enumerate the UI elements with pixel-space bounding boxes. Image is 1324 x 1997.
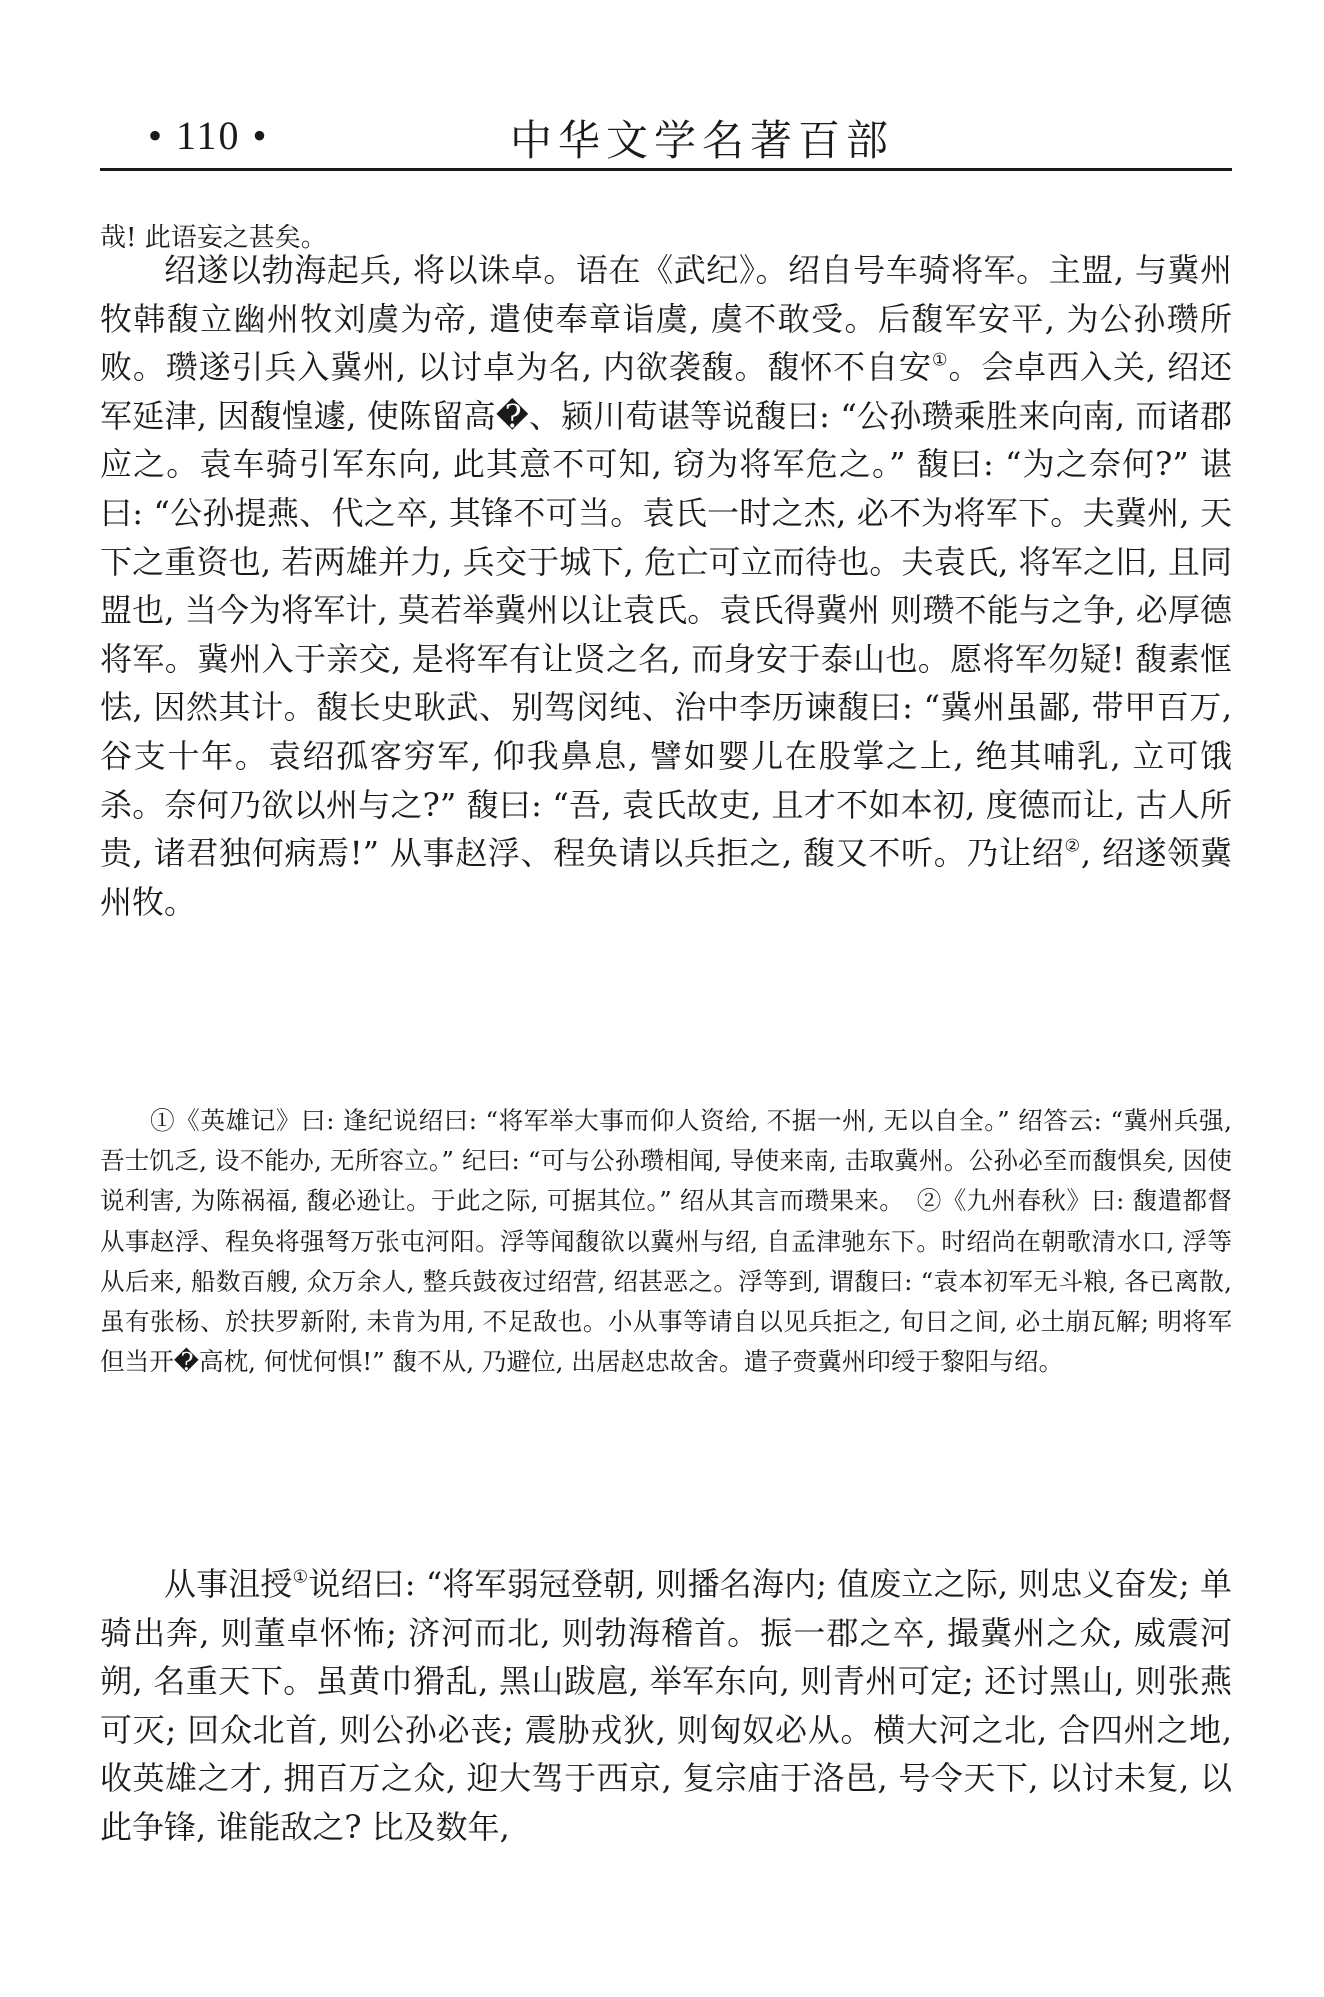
paragraph-2 bbox=[100, 1560, 1232, 1852]
footnote-marker-3: ① bbox=[292, 1567, 309, 1588]
footnote-marker-1: ① bbox=[931, 350, 949, 371]
paragraph-1-text-c: , 绍遂领冀州牧。 bbox=[100, 834, 1232, 921]
book-title: 中华文学名著百部 bbox=[510, 116, 895, 165]
paragraph-1-text-a: 绍遂以勃海起兵, 将以诛卓。语在《武纪》。绍自号车骑将军。主盟, 与冀州牧韩馥立幽州牧刘虞为帝, 遣使奉章诣虞, 虞不敢受。后馥军安平, 为公孙瓒所败。瓒遂引兵入冀州, 以讨卓为名, 内欲袭馥。馥怀不自安 bbox=[100, 251, 1232, 387]
page-number: • 110 • bbox=[148, 113, 269, 158]
paragraph-2-text-b: 说绍曰: “将军弱冠登朝, 则播名海内; 值废立之际, 则忠义奋发; 单骑出奔, 则董卓怀怖; 济河而北, 则勃海稽首。振一郡之卒, 撮冀州之众, 威震河朔, 名重天下。虽黄巾猾乱, 黑山跋扈, 举军东向, 则青州可定; 还讨黑山, 则张燕可灭; 回众北首, 则公孙必丧; 震胁戎狄, 则匈奴必从。横大河之北, 合四州之地, 收英雄之才, 拥百万之众, 迎大驾于西京, 复宗庙于洛邑, 号令天下, 以讨未复, 以此争锋, 谁能敌之? 比及数年, bbox=[100, 1565, 1232, 1846]
page-header bbox=[100, 108, 1232, 171]
paragraph-1-text-b: 。会卓西入关, 绍还军延津, 因馥惶遽, 使陈留高�、颍川荀谌等说馥曰: “公孙瓒乘胜来向南, 而诸郡应之。袁车骑引军东向, 此其意不可知, 窃为将军危之。” 馥曰: “为之奈何?” 谌曰: “公孙提燕、代之卒, 其锋不可当。袁氏一时之杰, 必不为将军下。夫冀州, 天下之重资也, 若两雄并力, 兵交于城下, 危亡可立而待也。夫袁氏, 将军之旧, 且同盟也, 当今为将军计, 莫若举冀州以让袁氏。袁氏得冀州 则瓒不能与之争, 必厚德将军。冀州入于亲交, 是将军有让贤之名, 而身安于泰山也。愿将军勿疑! 馥素恇怯, 因然其计。馥长史耿武、别驾闵纯、治中李历谏馥曰: “冀州虽鄙, 带甲百万, 谷支十年。袁绍孤客穷军, 仰我鼻息, 譬如婴儿在股掌之上, 绝其哺乳, 立可饿杀。奈何乃欲以州与之?” 馥曰: “吾, 袁氏故吏, 且才不如本初, 度德而让, 古人所贵, 诸君独何病焉!” 从事赵浮、程奂请以兵拒之, 馥又不听。乃让绍 bbox=[100, 348, 1232, 873]
paragraph-2-text-a: 从事沮授 bbox=[164, 1565, 293, 1603]
footnotes-block: ①《英雄记》曰: 逢纪说绍曰: “将军举大事而仰人资给, 不据一州, 无以自全。” 绍答云: “冀州兵强, 吾士饥乏, 设不能办, 无所容立。” 纪曰: “可与公孙瓒相闻, 导使来南, 击取冀州。公孙必至而馥惧矣, 因使说利害, 为陈祸福, 馥必逊让。于此之际, 可据其位。” 绍从其言而瓒果来。 ②《九州春秋》曰: 馥遣都督从事赵浮、程奂将强弩万张屯河阳。浮等闻馥欲以冀州与绍, 自孟津驰东下。时绍尚在朝歌清水口, 浮等从后来, 船数百艘, 众万余人, 整兵鼓夜过绍营, 绍甚恶之。浮等到, 谓馥曰: “袁本初军无斗粮, 各已离散, 虽有张杨、於扶罗新附, 未肯为用, 不足敌也。小从事等请自以见兵拒之, 旬日之间, 必土崩瓦解; 明将军但当开�高枕, 何忧何惧!” 馥不从, 乃避位, 出居赵忠故舍。遣子赍冀州印绶于黎阳与绍。 bbox=[100, 1106, 1232, 1377]
continued-text: 哉! 此语妄之甚矣。 bbox=[100, 223, 327, 253]
paragraph-1 bbox=[100, 246, 1232, 926]
footnote-marker-2: ② bbox=[1064, 836, 1081, 857]
